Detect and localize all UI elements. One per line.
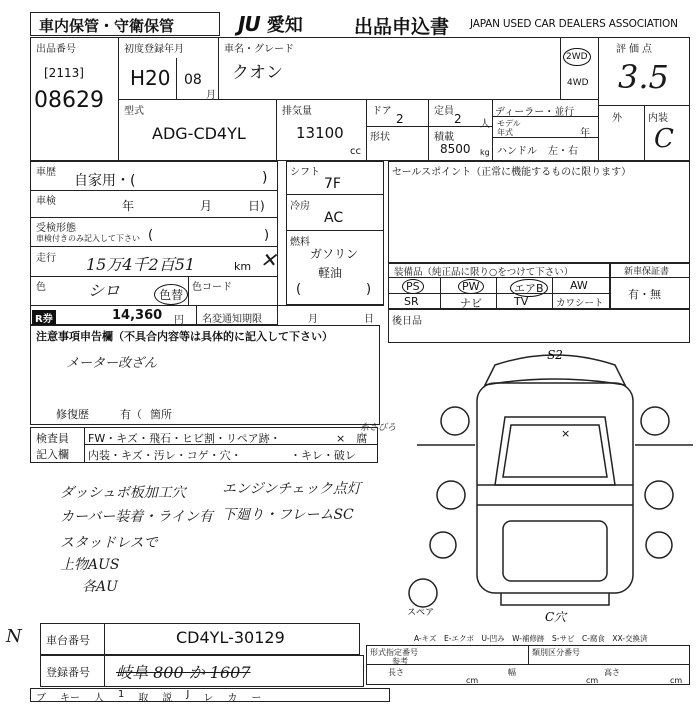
handwritten-note: 各AU — [82, 579, 118, 595]
recycle-unit: 円 — [174, 315, 184, 326]
history-value: 自家用・( — [74, 173, 136, 189]
handwritten-note: スタッドレスで — [60, 535, 158, 551]
color-change-label: 色替 — [154, 284, 188, 305]
logo — [238, 11, 303, 37]
logo-mark: JU — [238, 12, 260, 36]
displacement-value: 13100 — [296, 124, 344, 142]
dim-length: 長さ — [388, 668, 404, 677]
first-reg-label: 初度登録年月 — [124, 44, 184, 55]
diagram-mid-right-wheel — [645, 481, 673, 509]
color-label: 色 — [36, 282, 46, 293]
notice-label: 注意事項申告欄（不具合内容等は具体的に記入して下さい） — [36, 330, 333, 343]
checker-row1: FW・キズ・飛石・ヒビ割・リペア跡・ — [88, 432, 281, 445]
bottom-item: 1 — [118, 689, 125, 700]
equip-pw: PW — [458, 279, 484, 294]
special-order-sub: 参考 — [392, 657, 408, 666]
dim-width: 幅 — [508, 668, 516, 677]
handle-label: ハンドル — [497, 146, 537, 157]
bottom-item: J — [186, 689, 190, 700]
diagram-rear-left-wheel — [430, 532, 456, 558]
bottom-item: キー — [60, 693, 80, 704]
diagram-spare — [409, 579, 437, 607]
first-reg-month-unit: 月 — [206, 90, 216, 101]
fuel-paren: ( — [296, 282, 302, 297]
lot-bracket: [2113] — [44, 66, 84, 80]
logo-name: 愛知 — [266, 15, 303, 36]
inspection-year-unit: 年 — [122, 199, 135, 213]
chassis-label: 車台番号 — [46, 634, 90, 647]
association-name: JAPAN USED CAR DEALERS ASSOCIATION — [470, 18, 678, 30]
dim-height-unit: cm — [670, 676, 683, 685]
shift-label: シフト — [290, 167, 320, 178]
color-code-label: 色コード — [192, 282, 232, 293]
bottom-item: 人 — [94, 693, 104, 704]
handwritten-note: エンジンチェック点灯 — [222, 481, 361, 497]
exterior-label: 外 — [612, 113, 622, 124]
capacity-label: 定員 — [434, 106, 454, 117]
rework-label: 受検形態 — [36, 223, 76, 234]
form-title: 出品申込書 — [354, 16, 450, 38]
registration-label: 登録番号 — [46, 666, 90, 679]
fuel-gas: ガソリン — [310, 247, 359, 261]
history-close: ) — [262, 170, 268, 186]
drive-4wd: 4WD — [567, 78, 589, 88]
repair-label: 修復歴 — [56, 408, 89, 421]
inspection-label: 車検 — [36, 196, 56, 207]
diagram-front-left-wheel — [441, 407, 469, 435]
warranty-label: 新車保証書 — [624, 267, 670, 277]
dealer-label: ディーラー・並行 — [495, 107, 575, 118]
shape-label: 形状 — [370, 132, 390, 143]
diagram-front-mark: S2 — [547, 348, 563, 362]
bottom-row-items — [36, 689, 261, 704]
address-change-label: 名変通知期限 — [202, 314, 262, 325]
diagram-legend: A-キズ E-エクボ U-凹み W-補修跡 S-サビ C-腐食 XX-交換済 — [414, 634, 648, 643]
model-year-unit: 年 — [580, 128, 590, 139]
registration-value: 岐阜 800 か 1607 — [116, 663, 251, 682]
checker-row2: 内装・キズ・汚レ・コゲ・穴・ — [88, 449, 242, 462]
notes-after-block — [388, 309, 690, 343]
interior-value: C — [654, 124, 674, 154]
displacement-unit: cc — [350, 146, 361, 157]
color-value: シロ — [88, 281, 121, 300]
handwritten-note: ダッシュボ板加工穴 — [60, 485, 186, 501]
rating-label: 評価点 — [616, 44, 655, 55]
equip-airbag: エアB — [510, 279, 548, 297]
repair-value: 有（ — [120, 408, 142, 421]
equip-ps: PS — [402, 279, 424, 294]
rework-close: ) — [264, 228, 270, 243]
load-label: 積載 — [434, 132, 454, 143]
car-diagram — [407, 345, 695, 645]
displacement-label: 排気量 — [282, 106, 312, 117]
diagram-bed — [503, 521, 607, 581]
lot-number: 08629 — [34, 88, 104, 113]
checker-row1-note: 糸さびろ — [360, 423, 397, 433]
checker-label: 検査員 — [36, 432, 69, 445]
sales-point-label: セールスポイント（正常に機能するものに限ります） — [392, 167, 632, 178]
equip-navi: ナビ — [460, 297, 482, 310]
diagram-rear-outline — [501, 593, 609, 605]
diagram-windshield — [503, 425, 607, 477]
handwritten-note: 下廻り・フレームSC — [222, 507, 354, 523]
diagram-front-right-wheel — [641, 407, 669, 435]
diagram-body — [477, 383, 633, 593]
header-top-mark — [262, 0, 412, 10]
mileage-mark: ✕ — [260, 248, 277, 272]
model-value: ADG-CD4YL — [152, 124, 246, 143]
warranty-value: 有・無 — [628, 288, 661, 301]
notes-after-label: 後日品 — [392, 316, 422, 327]
checker-row1-end: × 腐 — [336, 432, 368, 445]
inspection-day-unit: 日) — [248, 199, 265, 213]
load-unit: kg — [480, 148, 490, 157]
notice-entry: メーター改ざん — [66, 356, 158, 371]
recycle-value: 14,360 — [112, 308, 163, 323]
handwritten-note: 上物AUS — [60, 557, 120, 573]
address-change-day: 日 — [364, 314, 374, 325]
doors-label: ドア — [372, 106, 392, 117]
diagram-center-mark: × — [561, 427, 571, 440]
doors-value: 2 — [396, 112, 404, 126]
storage-label: 車内保管・守衛保管 — [39, 17, 175, 35]
drive-2wd: 2WD — [563, 48, 591, 66]
handwritten-note: カーバー装着・ライン有 — [60, 509, 213, 525]
diagram-mid-left-wheel — [437, 481, 465, 509]
equip-tv: TV — [514, 295, 529, 308]
vehicle-name-label: 車名・グレード — [224, 44, 294, 55]
repair-close: 箇所 — [150, 408, 172, 421]
chassis-value: CD4YL-30129 — [176, 628, 285, 647]
dim-width-unit: cm — [586, 676, 599, 685]
capacity-value: 2 — [454, 112, 462, 126]
diagram-cab — [495, 417, 615, 485]
equip-sr: SR — [404, 295, 419, 308]
vehicle-name: クオン — [232, 63, 283, 83]
shift-value: 7F — [324, 176, 341, 192]
lot-label: 出品番号 — [36, 44, 76, 55]
storage-label-box — [30, 12, 220, 36]
inspection-month-unit: 月 — [200, 199, 213, 213]
address-change-month: 月 — [308, 314, 318, 325]
model-year-label: モデル年式 — [497, 119, 521, 137]
recycle-label: R券 — [32, 310, 56, 325]
bottom-item: 取 — [138, 693, 149, 704]
checker-row2-end: ・キレ・破レ — [290, 449, 356, 462]
bottom-item: ー — [251, 693, 262, 704]
rating-value: 3.5 — [618, 58, 669, 96]
bottom-item: ブ — [36, 693, 46, 704]
load-value: 8500 — [440, 142, 471, 156]
fuel-diesel: 軽油 — [318, 266, 343, 280]
dim-length-unit: cm — [466, 676, 479, 685]
bottom-item: レ — [203, 693, 214, 704]
mileage-unit: km — [234, 260, 252, 273]
rework-paren: ( — [148, 228, 154, 243]
model-label: 型式 — [124, 106, 144, 117]
fuel-label: 燃料 — [290, 237, 310, 248]
handle-value: 左・右 — [548, 146, 578, 157]
diagram-rear-right-wheel — [646, 532, 672, 558]
aircon-label: 冷房 — [290, 201, 310, 212]
bottom-item: 説 — [162, 693, 173, 704]
checker-entry-label: 記入欄 — [36, 448, 69, 461]
equip-aw: AW — [570, 279, 588, 292]
equipment-label: 装備品（純正品に限り○をつけて下さい） — [394, 267, 574, 278]
bottom-item: カ — [227, 693, 238, 704]
first-reg-month: 08 — [184, 72, 202, 88]
capacity-unit: 人 — [480, 119, 490, 130]
mileage-value: 15万4千2百51 — [86, 255, 196, 274]
special-order-label: 形式指定番号 — [370, 648, 418, 657]
equip-seat: カワシート — [556, 298, 604, 309]
rework-sub: 車検付きのみ記入して下さい — [36, 234, 140, 243]
history-label: 車歴 — [36, 167, 56, 178]
aircon-value: AC — [324, 210, 344, 226]
chassis-side-mark: N — [6, 626, 22, 647]
mileage-label: 走行 — [36, 253, 56, 264]
dim-height: 高さ — [604, 668, 620, 677]
diagram-rear-mark: C穴 — [545, 610, 567, 624]
first-reg-era: H20 — [130, 66, 171, 90]
fuel-close: ) — [366, 282, 372, 297]
interior-label: 内装 — [648, 113, 668, 124]
class-label: 類別区分番号 — [532, 648, 580, 657]
diagram-spare-label: スペア — [407, 608, 435, 618]
